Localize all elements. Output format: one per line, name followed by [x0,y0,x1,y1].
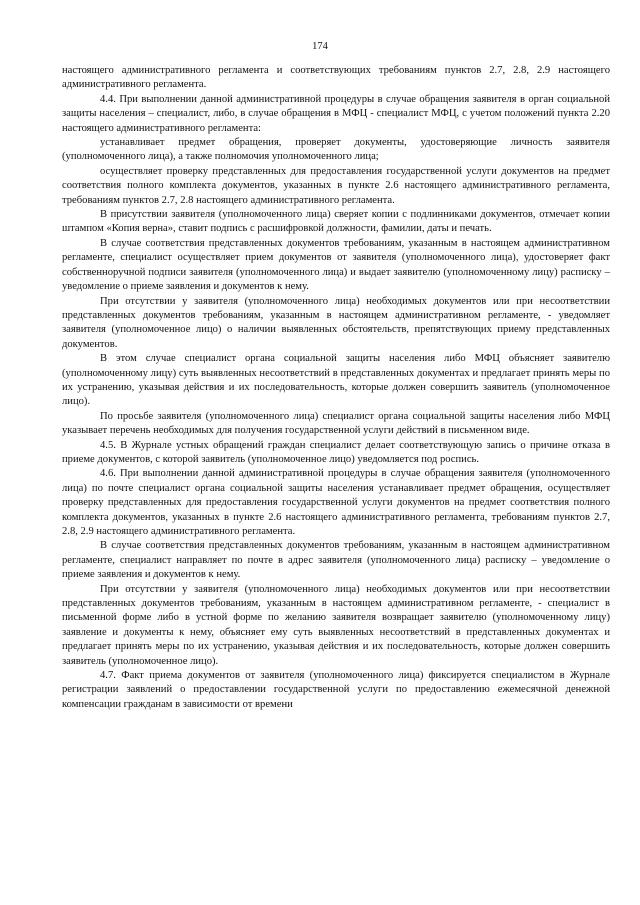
paragraph: В случае соответствия представленных документов требованиям, указанным в настоящем административном регламенте, специалист осуществляет прием документов от заявителя (уполномоченного лица), удостоверяет факт собственноручной подписи заявителя (уполномоченного лица) и выдает заявителю (уполномоченному лицу) расписку – уведомление о приеме заявления и документов к нему. [62,237,610,293]
paragraph: При отсутствии у заявителя (уполномоченного лица) необходимых документов или при несоответствии представленных документов требованиям, указанным в настоящем административном регламенте, - специалист в письменной форме либо в устной форме по желанию заявителя возвращает заявителю (уполномоченному лицу) заявление и документы к нему, объясняет ему суть выявленных несоответствий в представленных документах и предлагает принять меры по их устранению, указывая действия и их последовательность, которые должен совершить заявитель (уполномоченное лицо). [62,583,610,667]
paragraph: устанавливает предмет обращения, проверяет документы, удостоверяющие личность заявителя (уполномоченного лица), а также полномочия уполномоченного лица; [62,137,610,163]
paragraph: По просьбе заявителя (уполномоченного лица) специалист органа социальной защиты населения либо МФЦ указывает перечень необходимых для получения государственной услуги действий в письменном виде. [62,410,610,437]
paragraph: 4.6. При выполнении данной административной процедуры в случае обращения заявителя (уполномоченного лица) по почте специалист органа социальной защиты населения устанавливает предмет обращения, осуществляет проверку представленных для предоставления государственной услуги документов на предмет соответствия полного комплекта документов, указанных в пункте 2.6 настоящего административного регламента, требованиям пунктов 2.7, 2.8, 2.9 настоящего административного регламента. [62,468,610,537]
paragraph: В случае соответствия представленных документов требованиям, указанным в настоящем административном регламенте, специалист направляет по почте в адрес заявителя (уполномоченного лица) расписку – уведомление о приеме заявления и документов к нему. [62,540,610,581]
paragraph: В этом случае специалист органа социальной защиты населения либо МФЦ объясняет заявителю (уполномоченному лицу) суть выявленных несоответствий в представленных документах и предлагает принять меры по их устранению, указывая действия и их последовательность, которые должен совершить заявитель (уполномоченное лицо). [62,353,610,408]
page-number: 174 [312,41,328,52]
paragraph: 4.5. В Журнале устных обращений граждан специалист делает соответствующую запись о причине отказа в приеме документов, с которой заявитель (уполномоченное лицо) уведомляется под роспись. [62,439,610,465]
paragraph: При отсутствии у заявителя (уполномоченного лица) необходимых документов или при несоответствии представленных документов требованиям, указанным в настоящем административном регламенте, - уведомляет заявителя (уполномоченное лицо) о наличии выявленных обстоятельств, препятствующих приему представленных документов. [62,295,610,350]
paragraph: В присутствии заявителя (уполномоченного лица) сверяет копии с подлинниками документов, отмечает копии штампом «Копия верна», ставит подпись с расшифровкой должности, фамилии, даты и печать. [62,209,610,235]
paragraph: осуществляет проверку представленных для предоставления государственной услуги документов на предмет соответствия полного комплекта документов, указанных в пункте 2.6 настоящего административного регламента, требованиям пунктов 2.7, 2.8 настоящего административного регламента. [62,165,610,206]
paragraph: 4.4. При выполнении данной административной процедуры в случае обращения заявителя в орган социальной защиты населения – специалист, либо, в случае обращения в МФЦ - специалист МФЦ, с учетом положений пункта 2.20 настоящего административного регламента: [62,93,610,134]
paragraph: настоящего административного регламента и соответствующих требованиям пунктов 2.7, 2.8, 2.9 настоящего административного регламента. [62,65,610,91]
document-body [62,64,610,712]
paragraph: 4.7. Факт приема документов от заявителя (уполномоченного лица) фиксируется специалистом в Журнале регистрации заявлений о предоставлении государственной услуги по предоставлению ежемесячной денежной компенсации гражданам в зависимости от времени [62,670,610,710]
